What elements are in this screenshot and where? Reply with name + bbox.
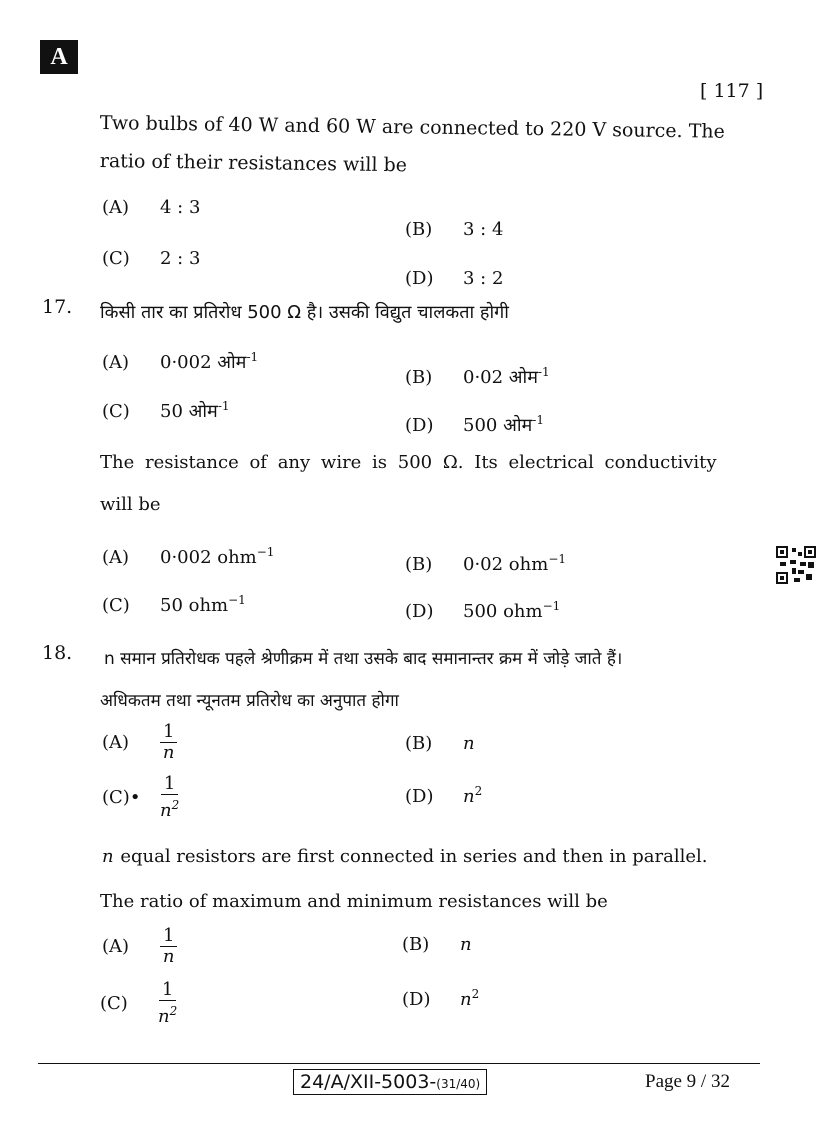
option-label: (B) (405, 367, 433, 388)
option-label: (A) (102, 547, 130, 568)
q17-english-option-b (405, 552, 566, 575)
option-label: (C) (102, 248, 130, 269)
fraction-numerator: 1 (161, 774, 178, 795)
fraction-numerator: 1 (160, 722, 177, 743)
option-text: 4 : 3 (160, 197, 201, 218)
option-exponent: -1 (246, 350, 259, 364)
q18-english-line1-text: equal resistors are first connected in series and then in parallel. (114, 846, 708, 867)
q18-english-line2: The ratio of maximum and minimum resistances will be (100, 891, 608, 912)
fraction-numerator: 1 (160, 926, 177, 947)
option-exponent: −1 (228, 593, 246, 607)
q16-text-line2: ratio of their resistances will be (99, 150, 408, 177)
footer-rule (38, 1063, 760, 1064)
option-label: (D) (405, 268, 434, 289)
q18-number: 18. (42, 642, 73, 664)
q17-hindi-option-c (102, 399, 230, 423)
q17-hindi-option-b (405, 365, 550, 389)
q18-set1-option-d (405, 784, 482, 807)
option-label: (D) (405, 786, 434, 807)
q18-hindi-line2: अधिकतम तथा न्यूनतम प्रतिरोध का अनुपात होगा (100, 691, 399, 711)
q18-hindi-line1: n समान प्रतिरोधक पहले श्रेणीक्रम में तथा उसके बाद समानान्तर क्रम में जोड़े जाते हैं। (104, 649, 623, 669)
option-exponent: -1 (532, 413, 544, 427)
q16-option-d (405, 268, 503, 289)
option-text: n (460, 934, 472, 955)
q18-english-line1: n equal resistors are first connected in series and then in parallel. (102, 846, 708, 867)
q17-english-option-d (405, 599, 560, 622)
option-exponent: -1 (537, 365, 550, 379)
option-label: (C) (102, 401, 130, 422)
option-label: (C)• (102, 787, 141, 808)
q18-set1-option-c (102, 774, 179, 821)
option-label: (B) (405, 554, 433, 575)
option-text: 0·02 ओम (463, 367, 538, 388)
page-number: Page 9 / 32 (645, 1071, 730, 1092)
option-exponent: -1 (217, 399, 230, 413)
paper-code: 24/A/XII-5003- (300, 1071, 437, 1093)
option-label: (B) (405, 733, 433, 754)
option-text: 50 ओम (160, 401, 218, 422)
option-text: 500 ओम (463, 415, 533, 436)
option-exponent: −1 (548, 552, 567, 566)
option-label: (D) (402, 989, 431, 1010)
option-label: (C) (100, 993, 128, 1014)
fraction-denominator: n (158, 1006, 170, 1027)
fraction-denominator: n (162, 742, 175, 763)
fraction (160, 774, 179, 821)
option-text: 3 : 2 (463, 268, 504, 289)
option-text: 50 ohm (160, 595, 229, 616)
q16-text-line1: Two bulbs of 40 W and 60 W are connected to 220 V source. The (99, 112, 725, 143)
option-label: (D) (405, 415, 434, 436)
option-label: (C) (102, 595, 130, 616)
option-label: (D) (405, 601, 434, 622)
fraction-denominator: n (162, 946, 175, 967)
option-text: 0·002 ओम (160, 352, 247, 373)
option-label: (A) (102, 197, 130, 218)
fraction (160, 926, 177, 967)
option-label: (B) (405, 219, 433, 240)
q17-english-option-a (102, 545, 274, 568)
option-exponent: 2 (471, 987, 480, 1001)
fraction-denominator: n (160, 800, 172, 821)
q18-set2-option-d (402, 987, 479, 1010)
option-label: (A) (102, 732, 130, 753)
option-exponent: 2 (474, 784, 483, 798)
option-text: 0·002 ohm (160, 547, 257, 568)
q18-set2-option-c (100, 980, 177, 1027)
paper-code-box (293, 1069, 487, 1095)
qr-code-icon (776, 546, 816, 584)
option-text: 500 ohm (463, 601, 543, 622)
q17-hindi-text: किसी तार का प्रतिरोध 500 Ω है। उसकी विद्युत चालकता होगी (100, 302, 509, 323)
denominator-exponent: 2 (171, 798, 180, 812)
option-text: 0·02 ohm (463, 554, 549, 575)
paper-code-suffix: (31/40) (436, 1077, 481, 1091)
q17-number: 17. (42, 296, 73, 318)
option-text: 2 : 3 (160, 248, 201, 269)
q18-set1-option-b (405, 733, 475, 754)
q16-option-c (102, 248, 200, 269)
q17-english-line1: The resistance of any wire is 500 Ω. Its electrical conductivity (100, 452, 717, 473)
q16-option-a (102, 197, 200, 218)
fraction-numerator: 1 (159, 980, 176, 1001)
option-label: (B) (402, 934, 430, 955)
q18-set1-option-a (102, 722, 177, 763)
option-label: (A) (102, 352, 130, 373)
q17-english-option-c (102, 593, 246, 616)
section-badge: A (40, 40, 78, 74)
option-exponent: −1 (542, 599, 561, 613)
q18-set2-option-a (102, 926, 177, 967)
option-text: 3 : 4 (463, 219, 504, 240)
page-reference: [ 117 ] (700, 80, 764, 102)
option-text: n (460, 989, 472, 1010)
option-label: (A) (102, 936, 130, 957)
q17-hindi-option-a (102, 350, 258, 374)
denominator-exponent: 2 (169, 1004, 178, 1018)
option-text: n (463, 786, 475, 807)
q16-option-b (405, 219, 503, 240)
option-text: n (463, 733, 475, 754)
q17-english-line2: will be (100, 494, 161, 515)
fraction (158, 980, 177, 1027)
q17-hindi-option-d (405, 413, 544, 437)
fraction (160, 722, 177, 763)
option-exponent: −1 (256, 545, 275, 559)
q18-set2-option-b (402, 934, 472, 955)
